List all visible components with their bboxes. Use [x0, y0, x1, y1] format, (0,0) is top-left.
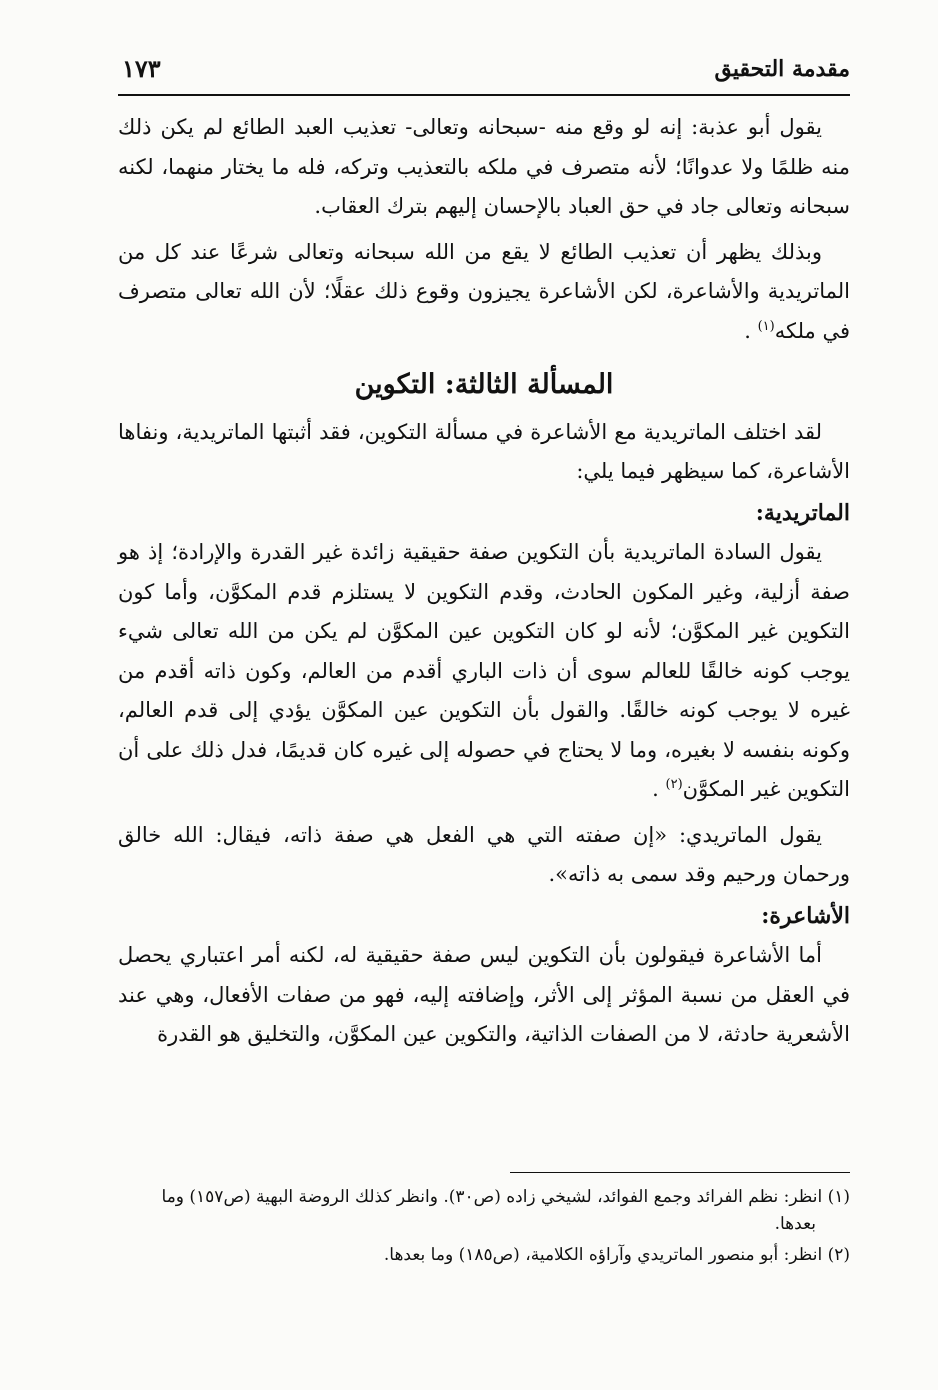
paragraph: لقد اختلف الماتريدية مع الأشاعرة في مسألة التكوين، فقد أثبتها الماتريدية، ونفاها الأشاعرة، كما سيظهر فيما يلي:: [118, 419, 850, 483]
section-heading: المسألة الثالثة: التكوين: [354, 369, 614, 400]
paragraph: يقول أبو عذبة: إنه لو وقع منه -سبحانه وتعالى- تعذيب العبد الطائع لم يكن ذلك منه ظلمًا ولا عدوانًا؛ لأنه متصرف في ملكه بالتعذيب وتركه، فله ما يختار منهما، لكنه سبحانه وتعالى جاد في حق العباد بالإحسان إليهم بترك العقاب.: [118, 115, 850, 218]
main-text: [118, 108, 850, 1055]
footnote-marker: (٢): [665, 777, 683, 792]
sub-heading-ashaira: الأشاعرة:: [761, 902, 850, 929]
footnotes: [118, 1184, 850, 1269]
paragraph: وبذلك يظهر أن تعذيب الطائع لا يقع من الله سبحانه وتعالى شرعًا عند كل من الماتريدية والأشاعرة، لكن الأشاعرة يجيزون وقوع ذلك عقلًا؛ لأن الله تعالى متصرف في ملكه$^{(١)}$ .: [118, 239, 850, 343]
running-title: مقدمة التحقيق: [714, 56, 850, 82]
paragraph: أما الأشاعرة فيقولون بأن التكوين ليس صفة حقيقية له، لكنه أمر اعتباري يحصل في العقل من نسبة المؤثر إلى الأثر، وإضافته إليه، فهو من صفات الأفعال، وهي عند الأشعرية حادثة، لا من الصفات الذاتية، والتكوين عين المكوَّن، والتخليق هو القدرة: [118, 943, 850, 1046]
page-number: ١٧٣: [122, 54, 161, 83]
footnote: (١) انظر: نظم الفرائد وجمع الفوائد، لشيخي زاده (ص٣٠). وانظر كذلك الروضة البهية (ص١٥٧) وما بعدها.: [161, 1187, 850, 1234]
sub-heading-maturidiyya: الماتريدية:: [755, 499, 850, 526]
footnote-divider: [510, 1172, 850, 1173]
paragraph: يقول السادة الماتريدية بأن التكوين صفة حقيقية زائدة غير القدرة والإرادة؛ إذ هو صفة أزلية، وغير المكون الحادث، وقدم التكوين لا يستلزم قدم المكوَّن، وأما كون التكوين غير المكوَّن؛ لأنه لو كان التكوين عين المكوَّن لم يكن من الله تعالى شيء يوجب كونه خالقًا للعالم سوى أن ذات الباري أقدم من العالم، وكون ذاته أقدم من غيره لا يوجب كونه خالقًا. والقول بأن التكوين عين المكوَّن يؤدي إلى قدم العالم، وكونه بنفسه لا بغيره، وما لا يحتاج في حصوله إلى غيره كان قديمًا، فدل ذلك على أن التكوين غير المكوَّن$^{(٢)}$ .: [118, 540, 850, 801]
paragraph: يقول الماتريدي: «إن صفته التي هي الفعل هي صفة ذاته، فيقال: الله خالق ورحمان ورحيم وقد سمى به ذاته».: [118, 822, 850, 886]
footnote: (٢) انظر: أبو منصور الماتريدي وآراؤه الكلامية، (ص١٨٥) وما بعدها.: [383, 1245, 850, 1265]
footnote-marker: (١): [757, 318, 775, 334]
page-header: [118, 50, 850, 96]
